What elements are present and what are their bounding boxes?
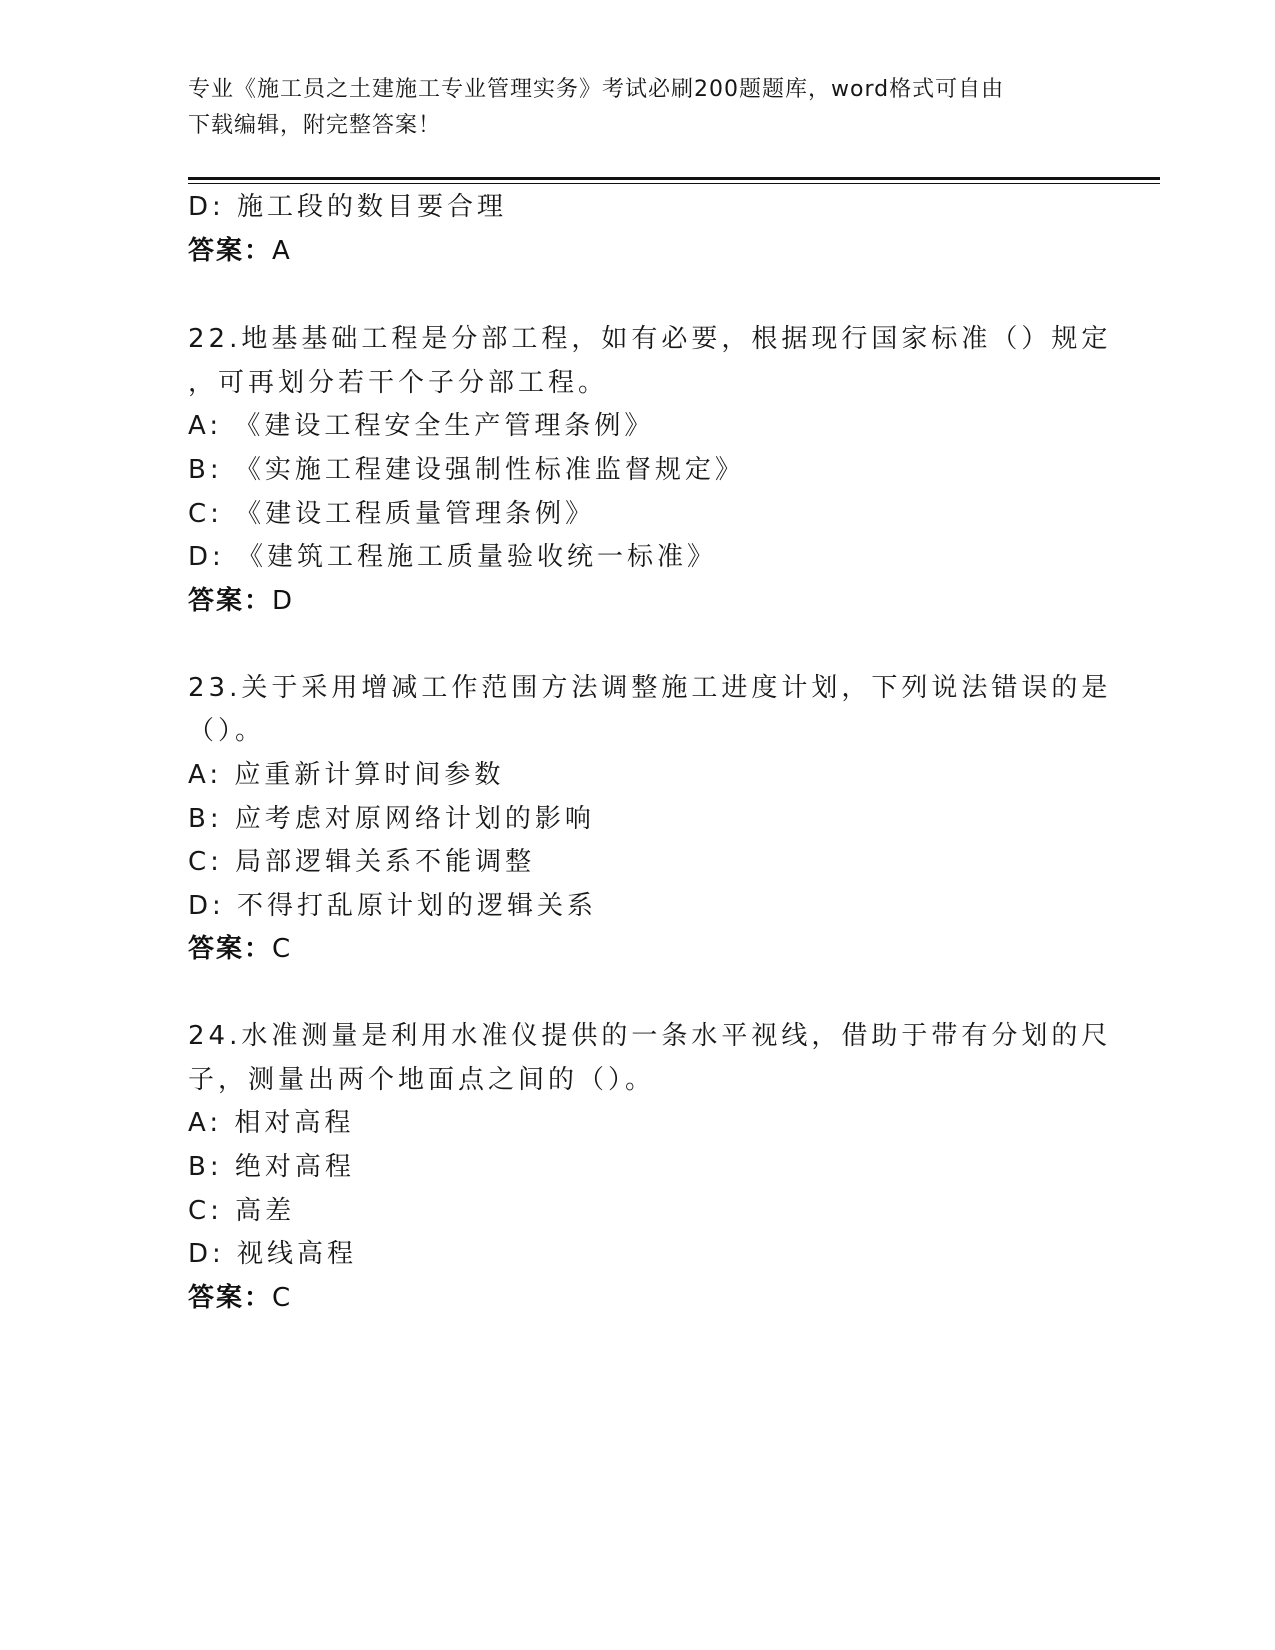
header-title-line-1: 专业《施工员之土建施工专业管理实务》考试必刷200题题库，word格式可自由	[188, 77, 1005, 102]
q22-answer-label: 答案：	[188, 586, 273, 616]
q24-answer	[188, 1280, 291, 1316]
q23-answer	[188, 931, 291, 967]
q23-option-b: B: 应考虑对原网络计划的影响	[188, 804, 595, 834]
q24-option-c: C: 高差	[188, 1196, 296, 1226]
document-header	[188, 72, 1088, 144]
q24-stem-line-2: 子，测量出两个地面点之间的（）。	[188, 1065, 656, 1095]
q23-stem-line-1: 23.关于采用增减工作范围方法调整施工进度计划，下列说法错误的是	[188, 673, 1112, 703]
header-title-line-2: 下载编辑，附完整答案！	[188, 113, 442, 138]
q23-option-d: D: 不得打乱原计划的逻辑关系	[188, 891, 598, 921]
q24-option-d: D: 视线高程	[188, 1239, 358, 1269]
q21-answer-value: A	[272, 236, 291, 266]
q24-stem-line-1: 24.水准测量是利用水准仪提供的一条水平视线，借助于带有分划的尺	[188, 1021, 1112, 1051]
q23-option-c: C: 局部逻辑关系不能调整	[188, 847, 536, 877]
q23-stem-line-2: （）。	[188, 716, 266, 746]
q22-answer	[188, 583, 293, 619]
q24-option-a: A: 相对高程	[188, 1108, 355, 1138]
q21-option-d: D: 施工段的数目要合理	[188, 192, 508, 222]
q22-option-d: D: 《建筑工程施工质量验收统一标准》	[188, 542, 718, 572]
q21-answer-label: 答案：	[188, 236, 273, 266]
q23-option-a: A: 应重新计算时间参数	[188, 760, 505, 790]
q24-option-b: B: 绝对高程	[188, 1152, 355, 1182]
q23-answer-label: 答案：	[188, 934, 273, 964]
q23-answer-value: C	[272, 934, 292, 964]
q24-answer-value: C	[272, 1283, 292, 1313]
header-divider-thin	[188, 183, 1160, 184]
q24-answer-label: 答案：	[188, 1283, 273, 1313]
header-divider-thick	[188, 177, 1160, 180]
q22-stem-line-1: 22.地基基础工程是分部工程，如有必要，根据现行国家标准（）规定	[188, 324, 1112, 354]
q22-option-a: A: 《建设工程安全生产管理条例》	[188, 411, 655, 441]
q22-answer-value: D	[272, 586, 294, 616]
q21-answer	[188, 233, 291, 269]
q22-stem-line-2: ，可再划分若干个子分部工程。	[188, 368, 609, 398]
q22-option-b: B: 《实施工程建设强制性标准监督规定》	[188, 455, 745, 485]
q22-option-c: C: 《建设工程质量管理条例》	[188, 499, 596, 529]
